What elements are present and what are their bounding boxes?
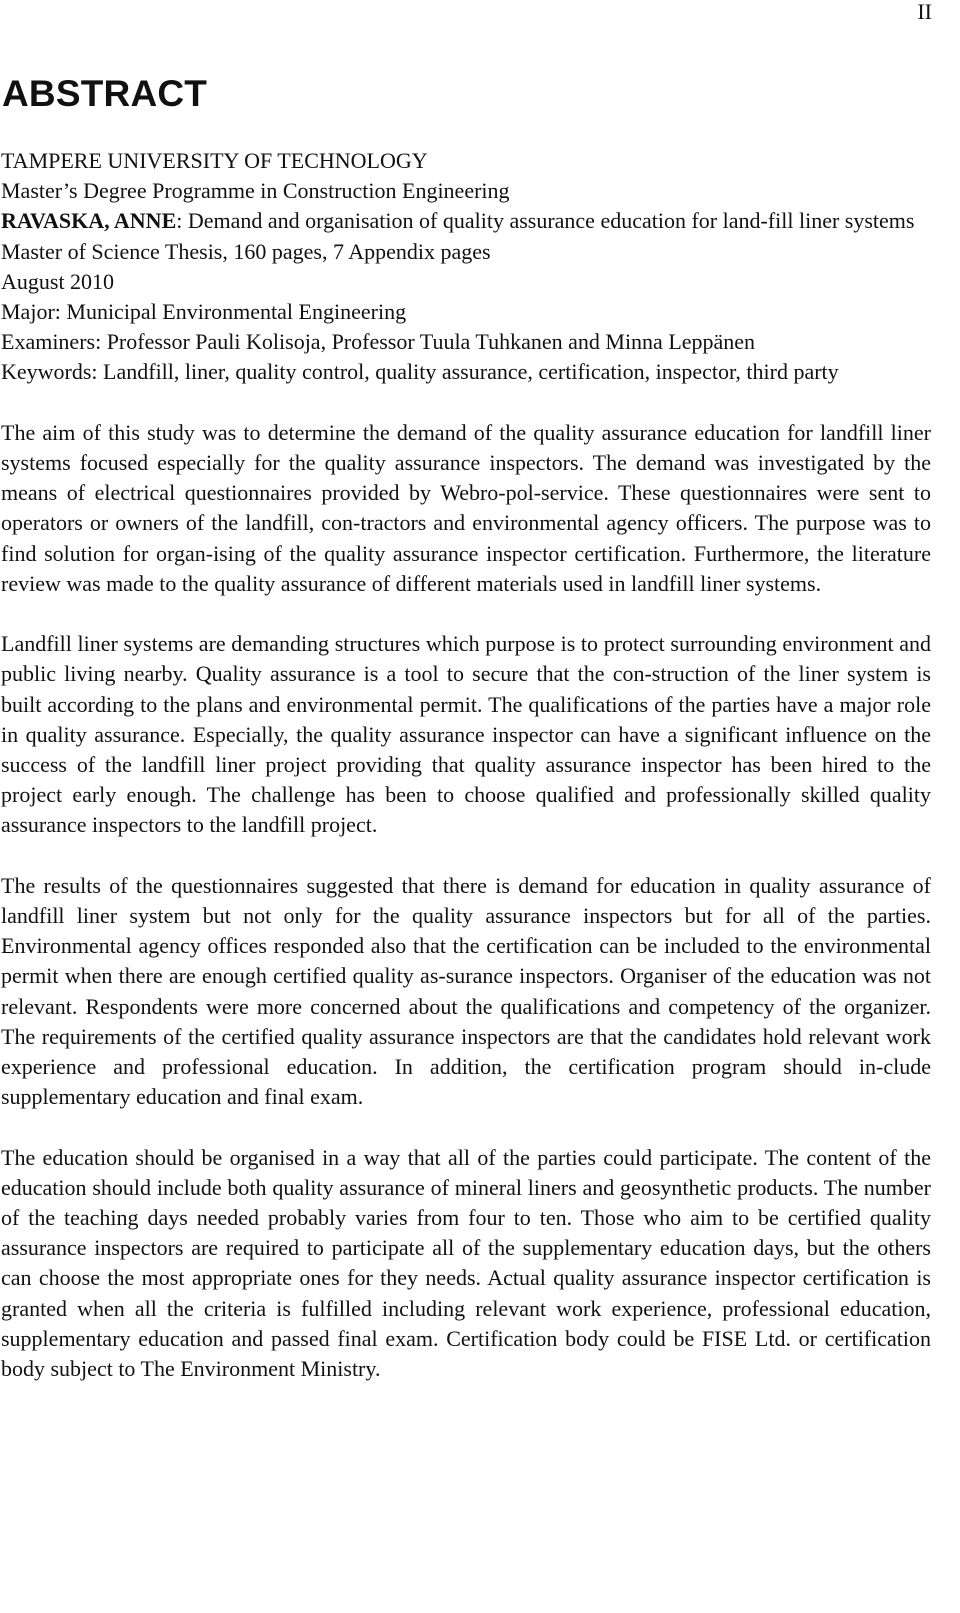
examiners-line: Examiners: Professor Pauli Kolisoja, Professor Tuula Tuhkanen and Minna Leppänen (1, 329, 756, 355)
programme-line: Master’s Degree Programme in Construction Engineering (1, 178, 510, 204)
abstract-paragraph-4: The education should be organised in a way that all of the parties could participate. The content of the education should include both quality assurance of mineral liners and geosynthetic products. The number of the teaching days needed probably varies from four to ten. Those who aim to be certified quality assurance inspectors are required to participate all of the supplementary education days, but the others can choose the most appropriate ones for they needs. Actual quality assurance inspector certification is granted when all the criteria is fulfilled including relevant work experience, professional education, supplementary education and passed final exam. Certification body could be FISE Ltd. or certification body subject to The Environment Ministry. (1, 1144, 931, 1382)
university-line: TAMPERE UNIVERSITY OF TECHNOLOGY (1, 148, 428, 173)
abstract-paragraph-2: Landfill liner systems are demanding structures which purpose is to protect surrounding environment and public living nearby. Quality assurance is a tool to secure that the con-struction of the liner system is built according to the plans and environmental permit. The qualifications of the parties have a major role in quality assurance. Especially, the quality assurance inspector can have a significant influence on the success of the landfill liner project providing that quality assurance inspector has been hired to the project early enough. The challenge has been to choose qualified and professionally skilled quality assurance inspectors to the landfill project. (1, 631, 931, 838)
thesis-info-line: Master of Science Thesis, 160 pages, 7 Appendix pages (1, 238, 491, 264)
abstract-body (1, 146, 931, 1384)
major-line: Major: Municipal Environmental Engineering (1, 299, 407, 325)
abstract-paragraph-1: The aim of this study was to determine the demand of the quality assurance education for landfill liner systems focused especially for the quality assurance inspectors. The demand was investigated by the means of electrical questionnaires provided by Webro-pol-service. These questionnaires were sent to operators or owners of the landfill, con-tractors and environmental agency officers. The purpose was to find solution for organ-ising of the quality assurance inspector certification. Furthermore, the literature review was made to the quality assurance of different materials used in landfill liner systems. (1, 419, 931, 596)
date-line: August 2010 (1, 268, 115, 294)
abstract-heading: ABSTRACT (2, 73, 208, 114)
keywords-line: Keywords: Landfill, liner, quality control, quality assurance, certification, inspector, third party (1, 359, 839, 385)
author-title-line (1, 206, 931, 236)
page-number: II (917, 0, 932, 24)
abstract-paragraph-3: The results of the questionnaires suggested that there is demand for education in quality assurance of landfill liner system but not only for the quality assurance inspectors but for all of the parties. Environmental agency offices responded also that the certification can be included to the environmental permit when there are enough certified quality as-surance inspectors. Organiser of the education was not relevant. Respondents were more concerned about the qualifications and competency of the organizer. The requirements of the certified quality assurance inspectors are that the candidates hold relevant work experience and professional education. In addition, the certification program should in-clude supplementary education and final exam. (1, 872, 931, 1110)
author-name: RAVASKA, ANNE (1, 208, 177, 234)
thesis-title: : Demand and organisation of quality assurance education for land-fill liner systems (176, 208, 915, 234)
